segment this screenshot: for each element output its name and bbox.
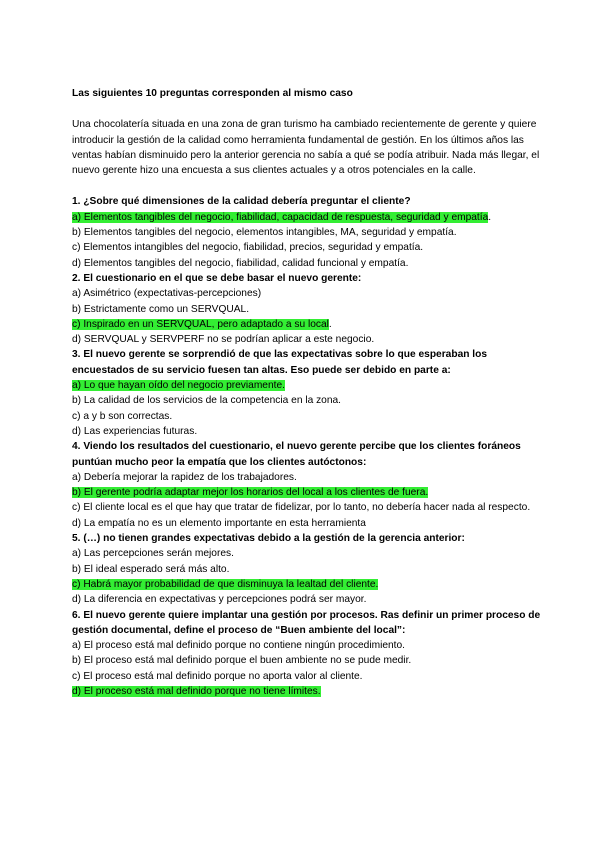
q5-option-b: b) El ideal esperado será más alto. — [72, 563, 230, 575]
q1-option-b: b) Elementos tangibles del negocio, elementos intangibles, MA, seguridad y empatía. — [72, 227, 457, 239]
q4-answer-highlight: b) El gerente podría adaptar mejor los horarios del local a los clientes de fuera. — [72, 487, 429, 499]
q5-option-c — [72, 577, 542, 592]
q2-option-b: b) Estrictamente como un SERVQUAL. — [72, 303, 250, 315]
question-6: 6. El nuevo gerente quiere implantar una gestión por procesos. Ras definir un primer proceso de gestión documental, define el proceso de “Buen ambiente del local”: — [72, 609, 541, 636]
question-2: 2. El cuestionario en el que se debe basar el nuevo gerente: — [72, 272, 362, 284]
q2-answer-highlight: c) Inspirado en un SERVQUAL, pero adaptado a su local — [72, 318, 329, 330]
q1-option-a: a) Elementos tangibles del negocio, fiabilidad, capacidad de respuesta, seguridad y empatía. — [72, 211, 492, 223]
document-page — [72, 86, 542, 699]
q3-option-a — [72, 378, 542, 393]
q2-option-c: c) Inspirado en un SERVQUAL, pero adaptado a su local. — [72, 318, 332, 330]
question-1: 1. ¿Sobre qué dimensiones de la calidad debería preguntar el cliente? — [72, 196, 411, 208]
q1-answer-highlight: a) Elementos tangibles del negocio, fiabilidad, capacidad de respuesta, seguridad y empatía — [72, 211, 489, 223]
q3-option-b: b) La calidad de los servicios de la competencia en la zona. — [72, 395, 341, 407]
q3-option-d: d) Las experiencias futuras. — [72, 425, 198, 437]
q2-option-d: d) SERVQUAL y SERVPERF no se podrían aplicar a este negocio. — [72, 334, 375, 346]
q6-option-a: a) El proceso está mal definido porque no contiene ningún procedimiento. — [72, 640, 406, 652]
q4-option-d: d) La empatía no es un elemento importante en esta herramienta — [72, 517, 366, 529]
q1-option-c: c) Elementos intangibles del negocio, fiabilidad, precios, seguridad y empatía. — [72, 242, 424, 254]
question-3: 3. El nuevo gerente se sorprendió de que las expectativas sobre lo que esperaban los encuestados de su servicio fuesen tan altas. Eso puede ser debido en parte a: — [72, 349, 488, 376]
question-5: 5. (…) no tienen grandes expectativas debido a la gestión de la gerencia anterior: — [72, 533, 465, 545]
q6-answer-highlight: d) El proceso está mal definido porque no tiene límites. — [72, 685, 321, 697]
q3-option-c: c) a y b son correctas. — [72, 410, 173, 422]
q5-option-a: a) Las percepciones serán mejores. — [72, 548, 234, 560]
q2-option-a: a) Asimétrico (expectativas-percepciones) — [72, 288, 262, 300]
q5-option-d: d) La diferencia en expectativas y percepciones podrá ser mayor. — [72, 594, 367, 606]
q1-option-d: d) Elementos tangibles del negocio, fiabilidad, calidad funcional y empatía. — [72, 257, 409, 269]
q6-option-c: c) El proceso está mal definido porque no aporta valor al cliente. — [72, 670, 363, 682]
case-intro: Una chocolatería situada en una zona de gran turismo ha cambiado recientemente de gerente y quiere introducir la gestión de la calidad como herramienta fundamental de gestión. En los últimos años las ventas habían disminuido pero la anterior gerencia no sabía a qué se podía atribuir. Nada más llegar, el nuevo gerente hizo una encuesta a sus clientes actuales y a otros potenciales en la calle. — [72, 119, 540, 177]
q6-option-d — [72, 684, 542, 699]
q6-option-b: b) El proceso está mal definido porque el buen ambiente no se pude medir. — [72, 655, 412, 667]
q4-option-b — [72, 485, 542, 500]
q4-option-c: c) El cliente local es el que hay que tratar de fidelizar, por lo tanto, no debería hacer nada al respecto. — [72, 502, 531, 514]
q5-answer-highlight: c) Habrá mayor probabilidad de que disminuya la lealtad del cliente. — [72, 578, 379, 590]
question-4: 4. Viendo los resultados del cuestionario, el nuevo gerente percibe que los clientes foráneos puntúan mucho peor la empatía que los clientes autóctonos: — [72, 441, 521, 468]
document-heading: Las siguientes 10 preguntas corresponden al mismo caso — [72, 88, 353, 99]
q3-answer-highlight: a) Lo que hayan oído del negocio previamente. — [72, 380, 285, 392]
q4-option-a: a) Debería mejorar la rapidez de los trabajadores. — [72, 471, 297, 483]
